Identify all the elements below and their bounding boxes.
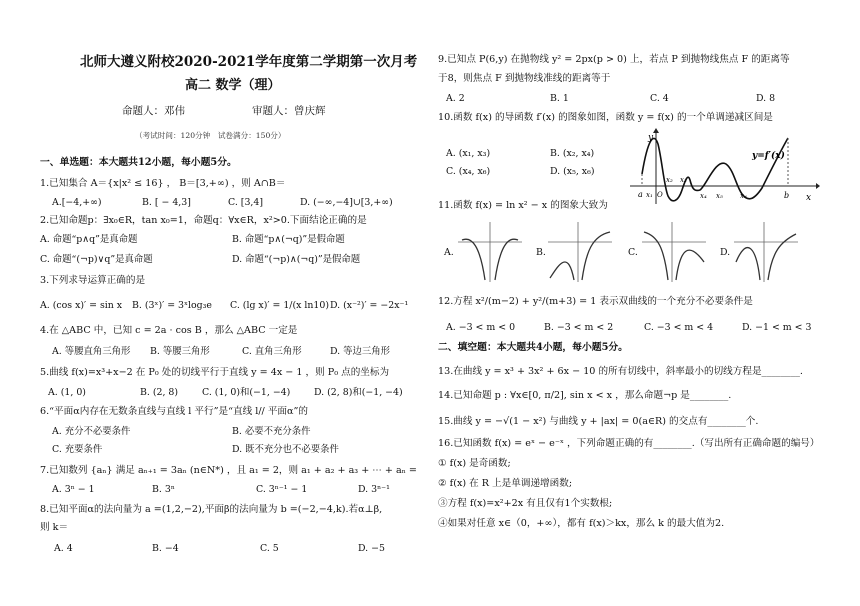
q12-option-b: B. −3 < m < 2 <box>544 322 614 333</box>
q10-option-c: C. (x₄, x₆) <box>446 166 491 177</box>
q6-option-d: D. 既不充分也不必要条件 <box>232 444 339 455</box>
section-1-heading: 一、单选题：本大题共12小题，每小题5分。 <box>40 157 237 168</box>
q7-stem: 7.已知数列 {aₙ} 满足 aₙ₊₁ = 3aₙ (n∈N*) ，且 a₁ = 2，则 a₁ + a₂ + a₃ + ⋯ + aₙ = <box>40 465 417 476</box>
q10-derivative-graph <box>630 128 820 206</box>
q12-option-a: A. −3 < m < 0 <box>446 322 516 333</box>
q11-option-d: D. <box>720 247 731 258</box>
exam-info: （考试时间：120分钟 试卷满分：150分） <box>135 131 286 140</box>
q8-option-b: B. −4 <box>152 543 179 554</box>
q16-statement-3: ③方程 f(x)=x²+2x 有且仅有1个实数根; <box>438 498 613 509</box>
q10-x-arrow <box>816 183 820 189</box>
q3-option-d: D. (x⁻²)′ = −2x⁻¹ <box>330 300 409 311</box>
q7-option-b: B. 3ⁿ <box>152 484 175 495</box>
q13-text: 13.在曲线 y = x³ + 3x² + 6x − 10 的所有切线中，斜率最小的切线方程是________. <box>438 366 803 377</box>
q11-option-b: B. <box>536 247 546 258</box>
q1-option-c: C. [3,4] <box>228 197 264 208</box>
reviewer-name: 审题人：曾庆辉 <box>252 105 326 117</box>
section-2-heading: 二、填空题：本大题共4小题，每小题5分。 <box>438 342 628 353</box>
q6-option-a: A. 充分不必要条件 <box>52 426 131 437</box>
q11-option-a: A. <box>444 247 454 258</box>
q14-text: 14.已知命题 p : ∀x∈[0, π/2], sin x < x ，那么命题¬p 是________. <box>438 390 732 401</box>
q10-y-label: y <box>648 133 654 143</box>
q10-x5-label: x₅ <box>716 192 723 200</box>
q4-stem: 4.在 △ABC 中，已知 c = 2a · cos B ，那么 △ABC 一定是 <box>40 325 298 336</box>
q7-option-d: D. 3ⁿ⁻¹ <box>358 484 390 495</box>
q10-option-d: D. (x₅, x₆) <box>550 166 595 177</box>
q16-statement-2: ② f(x) 在 R 上是单调递增函数; <box>438 478 573 489</box>
q10-x4-label: x₄ <box>700 192 707 200</box>
q2-option-c: C. 命题“(¬p)∨q”是真命题 <box>40 254 153 265</box>
q11-graph-b <box>548 222 612 282</box>
q1-option-d: D. (−∞,−4]∪[3,+∞) <box>300 197 393 208</box>
q9-stem: 9.已知点 P(6,y) 在抛物线 y² = 2px(p > 0) 上，若点 P 到抛物线焦点 F 的距离等 <box>438 54 790 65</box>
q10-x1-label: x₁ <box>646 191 653 199</box>
q5-option-b: B. (2, 8) <box>140 387 179 398</box>
q10-a-label: a <box>638 190 643 199</box>
q10-fprime-curve <box>642 138 788 201</box>
q8-option-d: D. −5 <box>358 543 385 554</box>
q11-graph-c <box>642 222 706 282</box>
q3-stem: 3.下列求导运算正确的是 <box>40 275 146 286</box>
q8-stem-2: 则 k＝ <box>40 522 69 533</box>
q5-option-c: C. (1, 0)和(−1, −4) <box>202 387 291 398</box>
q15-text: 15.曲线 y = −√(1 − x²) 与曲线 y + |ax| = 0(a∈R) 的交点有________个. <box>438 416 759 427</box>
q16-statement-4: ④如果对任意 x∈（0，+∞），都有 f(x)＞kx，那么 k 的最大值为2. <box>438 518 725 529</box>
q11-stem: 11.函数 f(x) = ln x² − x 的图象大致为 <box>438 200 608 211</box>
q10-fprime-label: y=f′(x) <box>752 151 785 161</box>
q5-option-d: D. (2, 8)和(−1, −4) <box>314 387 403 398</box>
q7-option-c: C. 3ⁿ⁻¹ − 1 <box>256 484 308 495</box>
q3-option-b: B. (3ˣ)′ = 3ˣlog₃e <box>132 300 212 311</box>
q4-option-a: A. 等腰直角三角形 <box>52 346 131 357</box>
q6-option-b: B. 必要不充分条件 <box>232 426 311 437</box>
q11-graph-a <box>458 222 522 282</box>
q4-option-d: D. 等边三角形 <box>330 346 391 357</box>
q8-stem: 8.已知平面α的法向量为 a =(1,2,−2),平面β的法向量为 b =(−2,−4,k).若α⊥β, <box>40 504 383 515</box>
q4-option-c: C. 直角三角形 <box>242 346 302 357</box>
q12-option-d: D. −1 < m < 3 <box>742 322 812 333</box>
exam-title: 北师大遵义附校2020-2021学年度第二学期第一次月考 <box>80 54 418 70</box>
q9-stem-2: 于8，则焦点 F 到抛物线准线的距离等于 <box>438 73 611 84</box>
q1-option-a: A.[−4,+∞) <box>52 197 102 208</box>
q2-option-a: A. 命题“p∧q”是真命题 <box>40 234 138 245</box>
q10-option-b: B. (x₂, x₄) <box>550 148 595 159</box>
q9-option-c: C. 4 <box>650 93 669 104</box>
q12-option-c: C. −3 < m < 4 <box>644 322 714 333</box>
setter-name: 命题人：邓伟 <box>122 105 185 117</box>
q4-option-b: B. 等腰三角形 <box>150 346 210 357</box>
q10-x-label: x <box>806 193 812 203</box>
q7-option-a: A. 3ⁿ − 1 <box>52 484 95 495</box>
q10-b-label: b <box>784 191 790 200</box>
q11-graph-d <box>734 222 798 282</box>
q16-statement-1: ① f(x) 是奇函数; <box>438 458 511 469</box>
q10-y-arrow <box>653 128 659 133</box>
q2-option-d: D. 命题“(¬p)∧(¬q)”是假命题 <box>232 254 361 265</box>
q8-option-a: A. 4 <box>54 543 73 554</box>
q9-option-d: D. 8 <box>756 93 776 104</box>
q9-option-b: B. 1 <box>550 93 569 104</box>
q5-option-a: A. (1, 0) <box>48 387 86 398</box>
q3-option-c: C. (lg x)′ = 1/(x ln10) <box>230 300 329 311</box>
q10-stem: 10.函数 f(x) 的导函数 f′(x) 的图象如图，函数 y = f(x) 的一个单调递减区间是 <box>438 112 773 123</box>
q10-x6-label: x₆ <box>740 192 747 200</box>
exam-subtitle: 高二 数学（理） <box>185 78 281 93</box>
q6-stem: 6.“平面α内存在无数条直线与直线 l 平行”是“直线 l// 平面α”的 <box>40 406 308 417</box>
q9-option-a: A. 2 <box>446 93 465 104</box>
q8-option-c: C. 5 <box>260 543 279 554</box>
q10-x3-label: x₃ <box>680 176 687 184</box>
q2-option-b: B. 命题“p∧(¬q)”是假命题 <box>232 234 345 245</box>
q5-stem: 5.曲线 f(x)=x³+x−2 在 P₀ 处的切线平行于直线 y = 4x − 1 ，则 P₀ 点的坐标为 <box>40 367 390 378</box>
q1-option-b: B. [ − 4,3] <box>142 197 191 208</box>
q2-stem: 2.已知命题p：∃x₀∈R，tan x₀=1，命题q：∀x∈R，x²>0.下面结论正确的是 <box>40 215 367 226</box>
q10-o-label: O <box>657 191 663 199</box>
q11-option-c: C. <box>628 247 638 258</box>
q10-x2-label: x₂ <box>666 176 673 184</box>
q10-option-a: A. (x₁, x₃) <box>446 148 491 159</box>
q6-option-c: C. 充要条件 <box>52 444 103 455</box>
q16-stem: 16.已知函数 f(x) = eˣ − e⁻ˣ ，下列命题正确的有________.（写出所有正确命题的编号） <box>438 438 820 449</box>
q1-stem: 1.已知集合 A＝{x|x² ≤ 16} ， B＝[3,+∞) ，则 A∩B＝ <box>40 178 286 189</box>
q12-stem: 12.方程 x²/(m−2) + y²/(m+3) = 1 表示双曲线的一个充分不必要条件是 <box>438 296 753 307</box>
q3-option-a: A. (cos x)′ = sin x <box>40 300 123 311</box>
